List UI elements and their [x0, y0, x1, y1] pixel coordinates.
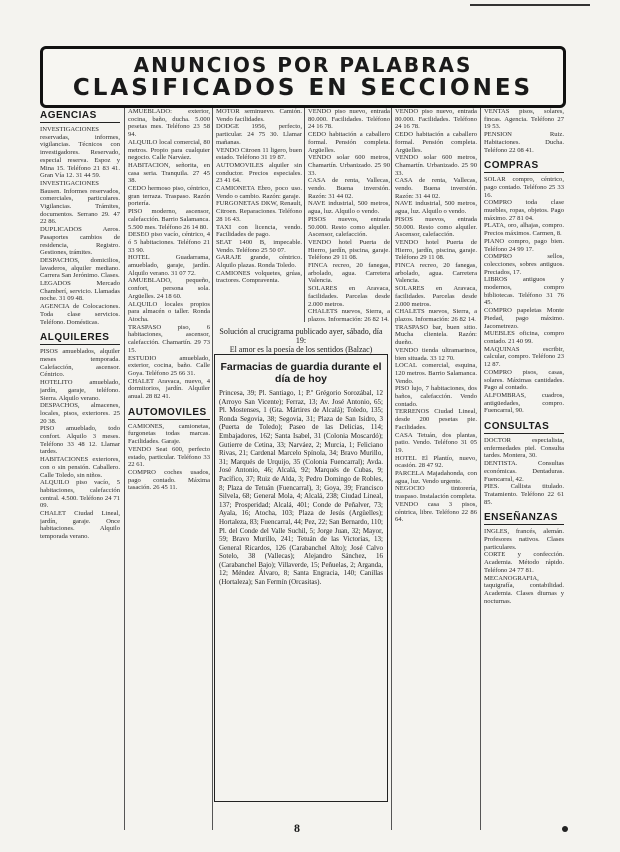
classified-banner	[40, 46, 566, 108]
crossword-solution: Solución al crucigrama publicado ayer, sábado, día 19: El amor es la poesía de los sentidos (Balzac)	[219, 327, 383, 354]
section-text-automoviles: CAMIONES, camionetas, furgonetas todas marcas. Facilidades. Garaje. VENDO Seat 600, perfecto estado, particular. Teléfono 33 22 61. COMPRO coches usados, pago contado. Máxima tasación. 26 45 11.	[128, 422, 210, 492]
column-5	[484, 108, 564, 830]
section-text-ensenanzas: INGLES, francés, alemán. Profesores nativos. Clases particulares. CORTE y confección. Academia. Método rápido. Teléfono 24 77 81. MECANOGRAFIA, taquigrafía, contabilidad. Academia. Clases diurnas y nocturnas.	[484, 528, 564, 605]
top-rule	[470, 4, 590, 6]
section-text-motor: MOTOR seminuevo. Camión. Vendo facilidades. DODGE 1956, perfecto, particular. 24 75 30. Llamar mañanas. VENDO Citroen 11 ligero, buen estado. Teléfono 31 19 87. AUTOMOVILES alquiler sin conductor. Precios especiales. 23 41 64. CAMIONETA Ebro, poco uso. Vendo o cambio. Razón: garaje. FURGONETAS DKW, Renault, Citroen. Reparaciones. Teléfono 28 16 43. TAXI con licencia, vendo. Facilidades de pago. SEAT 1400 B, impecable. Vendo. Teléfono 25 50 07. GARAJE grande, céntrico. Alquilo plazas. Ronda Toledo. CAMIONES volquetes, grúas, tractores. Compraventa.	[216, 108, 302, 285]
section-text-ventas: VENDO piso nuevo, entrada 80.000. Facilidades. Teléfono 24 16 78. CEDO habitación a caballero formal. Pensión completa. Argüelles. VENDO solar 600 metros, Chamartín. Urbanizado. 25 90 33. CASA de renta, Vallecas, vendo. Buena inversión. Razón: 31 44 02. NAVE industrial, 500 metros, agua, luz. Alquilo o vendo. PISOS nuevos, entrada 50.000. Resto como alquiler. Ascensor, calefacción. VENDO hotel Puerta de Hierro, jardín, piscina, garaje. Teléfono 29 11 08. FINCA recreo, 20 fanegas, arbolado, agua. Carretera Valencia. SOLARES en Aravaca, facilidades. Parcelas desde 2.000 metros. CHALETS nuevos, Sierra, a plazos. Información: 26 82 14.	[308, 108, 390, 322]
section-text-compras: SOLAR compro, céntrico, pago contado. Teléfono 25 33 16. COMPRO toda clase muebles, ropas, objetos. Pago máximo. 27 81 04. PLATA, oro, alhajas, compro. Precios máximos. Carmen, 8. PIANO compro, pago bien. Teléfono 24 99 17. COMPRO sellos, colecciones, sobres antiguos. Preciados, 17. LIBROS antiguos y modernos, compro bibliotecas. Teléfono 31 76 45. COMPRO papeletas Monte Piedad, pago máximo. Jacometrezo. MUEBLES oficina, compro contado. 21 40 99. MAQUINAS escribir, calcular, compro. Teléfono 23 12 87. COMPRO pisos, casas, solares. Máximas cantidades. Pago al contado. ALFOMBRAS, cuadros, antigüedades, compro. Fuencarral, 90.	[484, 176, 564, 415]
banner-line-2: CLASIFICADOS EN SECCIONES	[72, 75, 534, 101]
column-4-lower	[395, 108, 477, 830]
section-text-agencias: INVESTIGACIONES reservadas, informes, vigilancias. Técnicos con investigadores. Reservado, especial reserva. Espoz y Mina 15. Teléfono 21 83 41. Gran Vía 12. 31 44 59. INVESTIGACIONES Bausen. Informes reservados, comerciales, particulares. Vigilancias. Trámites, documentos. Serrano 29. 47 22 86. DUPLICADOS Aeros. Pasaportes cambios de residencia, Registro. Gestiones, trámites. DESPACHOS, domicilios, lavaderos, alquiler mediano. Carrera San Jerónimo. Clases. LEGADOS Mercado Chamberí, servicio. Llamadas noche. 31 09 48. AGENCIA de Colocaciones. Toda clase servicios. Teléfono. Domésticas.	[40, 126, 120, 326]
column-rule	[124, 108, 125, 830]
section-heading-automoviles: AUTOMOVILES	[128, 407, 210, 420]
column-rule	[391, 108, 392, 830]
page-footer-mark: 8	[294, 821, 300, 835]
column-4-top	[308, 108, 390, 322]
section-heading-consultas: CONSULTAS	[484, 421, 564, 434]
section-text-consultas: DOCTOR especialista, enfermedades piel. Consulta tardes. Montera, 30. DENTISTA. Consultas económicas. Dentaduras. Fuencarral, 42. PIES. Callista titulado. Tratamiento. Teléfono 22 61 85.	[484, 437, 564, 506]
column-rule	[480, 108, 481, 830]
footer-dot	[562, 826, 568, 832]
pharmacy-box	[214, 354, 388, 802]
column-1	[40, 108, 120, 830]
section-text-alquileres-cont: AMUEBLADO: exterior, cocina, baño, ducha. 5.000 pesetas mes. Teléfono 23 58 94. ALQUILO local comercial, 80 metros. Propio para cualquier negocio. Calle Narváez. HABITACION, señorita, en casa seria. Tranquila. 27 45 38. CEDO hermoso piso, céntrico, gran terraza. Traspaso. Razón portería. PISO moderno, ascensor, calefacción. Barrio Salamanca. 5.500 mes. Teléfono 26 14 80. DESEO piso vacío, céntrico, 4 ó 5 habitaciones. Teléfono 21 33 90. HOTEL Guadarrama, amueblado, garaje, jardín. Alquilo verano. 31 07 72. AMUEBLADO, pequeño, confort, persona sola. Argüelles. 24 18 60. ALQUILO locales propios para almacén o taller. Ronda Atocha. TRASPASO piso, 6 habitaciones, ascensor, calefacción. Chamartín. 29 73 15. ESTUDIO amueblado, exterior, cocina, baño. Calle Goya. Teléfono 25 66 31. CHALET Aravaca, nuevo, 4 dormitorios, jardín. Alquiler anual. 28 82 41.	[128, 108, 210, 401]
section-heading-alquileres: ALQUILERES	[40, 332, 120, 345]
section-text-ventas-agencia: VENTAS pisos, solares, fincas. Agencia. Teléfono 27 19 53. PENSION Ruiz. Habitaciones. Ducha. Teléfono 22 08 41.	[484, 108, 564, 154]
column-2	[128, 108, 210, 830]
column-rule	[304, 108, 305, 322]
pharmacy-list: Princesa, 39; Pl. Santiago, 1; P.º Grégorio Sorozábal, 12 (Arroyo San Vicente); Ferraz, 13; Av. José Antonio, 65; Pl. Mostenses, 1 (Gta. Mártires de Alcalá); Toledo, 135; Ronda Segovia, 38; Segovia, 31; Plaza de San Isidro, 3 (Puerta de Toledo); Paseo de las Delicias, 114; Embajadores, 162; Santa Isabel, 31 (Colonia Moscardó); Gutierre de Cetina, 33; Narváez, 2; Murcia, 1; Feliciano Rivas, 21; Cardenal Marcelo Spínola, 34; Bravo Murillo, 31; Marqués de Urquijo, 35 (Colonia Fuencarral); Avda. José Antonio, 46; Alcalá, 92; Marqués de Cubas, 9; Pacífico, 37; Ruiz de Alda, 3; Pedro Domingo de Robles, 8; Plaza de Tetuán (Fuencarral), 3; Goya, 39; Francisco Silvela, 68; General Mola, 4; Alcalá, 238; Ciudad Lineal, 137; Prosperidad; Alcalá, 401; Conde de Peñalver, 73; Ayala, 16; Atocha, 103; Plaza de Jesús (Argüelles); Hortaleza, 83; Fuencarral, 44; Pez, 22; San Bernardo, 110; Pl. del Conde del Valle Suchil, 5; Jorge Juan, 32; Mayor, 59; Bravo Murillo, 241; Tetuán de las Victorias, 13; General Ricardos, 126 (Carabanchel Alto); José Calvo Sotelo, 38 (Vallecas); Alejandro Sánchez, 16 (Carabanchel Bajo); Villaverde, 15; Peñuelas, 2; Arganda, 12; Méndez Álvaro, 8; Santa Engracia, 140; Canillas (Hortaleza); San Fermín (Orcasitas).	[219, 389, 383, 587]
section-text-ventas-cont: VENDO piso nuevo, entrada 80.000. Facilidades. Teléfono 24 16 78. CEDO habitación a caballero formal. Pensión completa. Argüelles. VENDO solar 600 metros, Chamartín. Urbanizado. 25 90 33. CASA de renta, Vallecas, vendo. Buena inversión. Razón: 31 44 02. NAVE industrial, 500 metros, agua, luz. Alquilo o vendo. PISOS nuevos, entrada 50.000. Resto como alquiler. Ascensor, calefacción. VENDO hotel Puerta de Hierro, jardín, piscina, garaje. Teléfono 29 11 08. FINCA recreo, 20 fanegas, arbolado, agua. Carretera Valencia. SOLARES en Aravaca, facilidades. Parcelas desde 2.000 metros. CHALETS nuevos, Sierra, a plazos. Información: 26 82 14. TRASPASO bar, buen sitio. Mucha clientela. Razón: dueño. VENDO tienda ultramarinos, bien situada. 33 12 70. LOCAL comercial, esquina, 120 metros. Barrio Salamanca. Vendo. PISO lujo, 7 habitaciones, dos baños, calefacción. Vendo contado. TERRENOS Ciudad Lineal, desde 200 pesetas pie. Facilidades. CASA Tetuán, dos plantas, patio. Vendo. Teléfono 31 05 19. HOTEL El Plantío, nuevo, ocasión. 28 47 92. PARCELA Majadahonda, con agua, luz. Vendo urgente. NEGOCIO tintorería, traspaso. Instalación completa. VENDO casa 3 pisos, céntrica, libre. Teléfono 22 86 64.	[395, 108, 477, 524]
section-heading-agencias: AGENCIAS	[40, 110, 120, 123]
section-text-alquileres: PISOS amueblados, alquiler meses temporada. Calefacción, ascensor. Céntrico. HOTELITO amueblado, jardín, garaje, teléfono. Sierra. Alquilo verano. DESPACHOS, almacenes, locales, pisos, exteriores. 25 20 38. PISO amueblado, todo confort. Alquilo 3 meses. Teléfono 33 48 12. Llamar tardes. HABITACIONES exteriores, con o sin pensión. Caballero. Calle Toledo, sin niños. ALQUILO piso vacío, 5 habitaciones, calefacción central. 4.500. Teléfono 24 71 09. CHALET Ciudad Lineal, jardín, garaje. Once habitaciones. Alquilo temporada verano.	[40, 348, 120, 541]
pharmacy-title: Farmacias de guardia durante el día de hoy	[220, 361, 382, 385]
column-rule	[212, 108, 213, 830]
banner-line-1: ANUNCIOS POR PALABRAS	[133, 53, 473, 77]
section-heading-compras: COMPRAS	[484, 160, 564, 173]
column-3-top	[216, 108, 302, 322]
section-heading-ensenanzas: ENSEÑANZAS	[484, 512, 564, 525]
